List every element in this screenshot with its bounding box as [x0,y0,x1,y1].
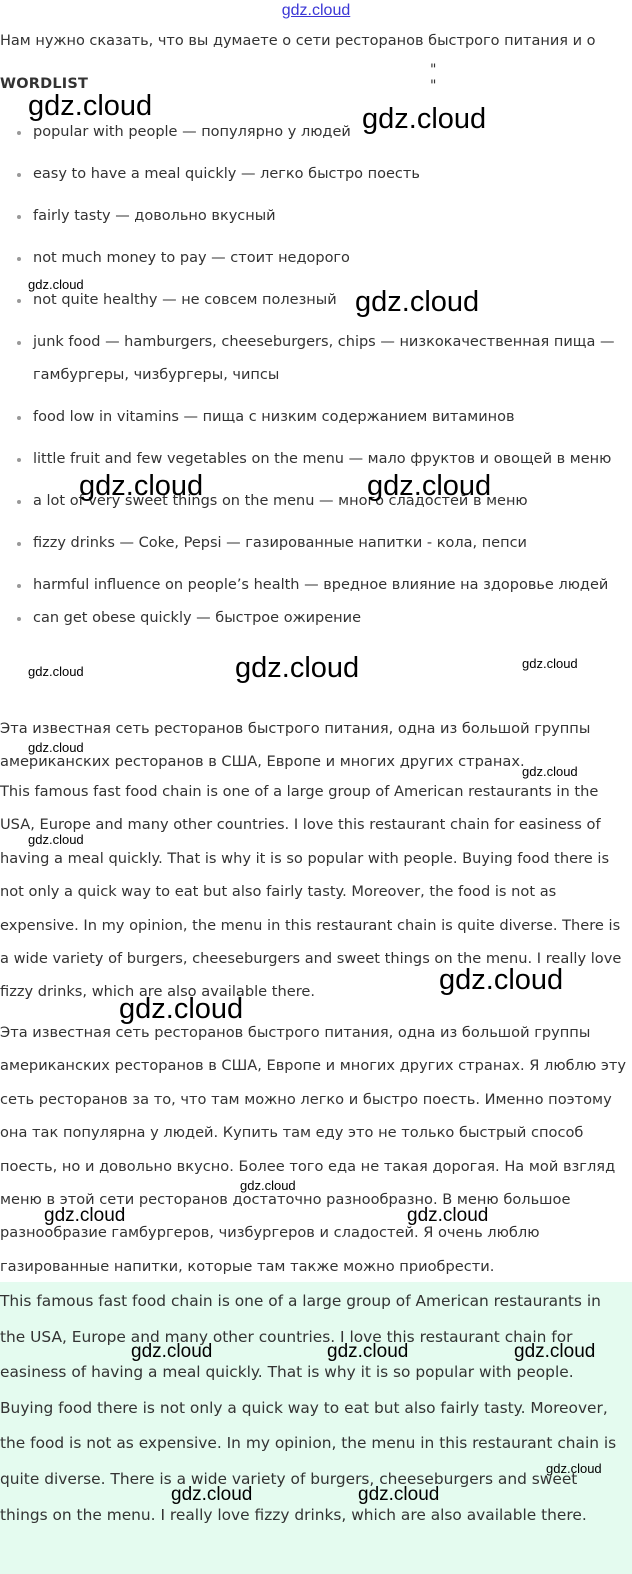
watermark: gdz.cloud [358,1484,440,1505]
list-item: junk food — hamburgers, cheeseburgers, chips — низкокачественная пища — гамбургеры, чизбургеры, чипсы [0,326,632,392]
list-item: little fruit and few vegetables on the menu — мало фруктов и овощей в меню [0,443,632,476]
watermark: gdz.cloud [131,1341,213,1362]
watermark: gdz.cloud [439,964,564,996]
wordlist-title: WORDLIST [0,76,89,92]
watermark: gdz.cloud [119,993,244,1025]
list-item: food low in vitamins — пища с низким содержанием витаминов [0,401,632,434]
intro-text: Нам нужно сказать, что вы думаете о сети ресторанов быстрого питания и о [0,33,596,49]
wordlist [0,116,632,635]
list-item: easy to have a meal quickly — легко быстро поесть [0,158,632,191]
watermark: gdz.cloud [514,1341,596,1362]
watermark: gdz.cloud [522,764,578,779]
watermark: gdz.cloud [79,470,204,502]
list-item: not quite healthy — не совсем полезный [0,284,632,317]
watermark: gdz.cloud [522,656,578,671]
watermark: gdz.cloud [28,664,84,679]
watermark: gdz.cloud [407,1205,489,1226]
list-item: harmful influence on people’s health — вредное влияние на здоровье людей [0,569,632,602]
watermark: gdz.cloud [171,1484,253,1505]
watermark: gdz.cloud [28,740,84,755]
paragraph-russian-intro: Эта известная сеть ресторанов быстрого питания, одна из большой группы американских ресторанов в США, Европе и многих других странах. [0,720,591,771]
list-item: can get obese quickly — быстрое ожирение [0,602,632,635]
watermark: gdz.cloud [362,103,487,135]
watermark: gdz.cloud [235,652,360,684]
watermark: gdz.cloud [44,1205,126,1226]
site-link[interactable]: gdz.cloud [281,2,351,19]
list-item: not much money to pay — стоит недорого [0,242,632,275]
list-item: fairly tasty — довольно вкусный [0,200,632,233]
watermark: gdz.cloud [546,1461,602,1476]
watermark: gdz.cloud [240,1178,296,1193]
list-item: a lot of very sweet things on the menu — много сладостей в меню [0,485,632,518]
list-item: fizzy drinks — Coke, Pepsi — газированные напитки - кола, пепси [0,527,632,560]
paragraph-russian-translation: Эта известная сеть ресторанов быстрого питания, одна из большой группы американских ресторанов в США, Европе и многих других странах. Я люблю эту сеть ресторанов за то, что там можно легко и быстро поесть. Именно поэтому она так популярна у людей. Купить там еду это не только быстрый способ поесть, но и довольно вкусно. Более того еда не такая дорогая. На мой взгляд меню в этой сети ресторанов достаточно разнообразно. В меню большое разнообразие гамбургеров, чизбургеров и сладостей. Я очень люблю газированные напитки, которые там также можно приобрести. [0,1024,627,1275]
watermark: gdz.cloud [367,470,492,502]
list-item: popular with people — популярно у людей [0,116,632,149]
watermark: gdz.cloud [355,286,480,318]
watermark: gdz.cloud [327,1341,409,1362]
watermark: gdz.cloud [28,832,84,847]
watermark: gdz.cloud [28,90,153,122]
intro-overflow: " " [430,62,437,94]
paragraph-english-answer: This famous fast food chain is one of a large group of American restaurants in the USA, Europe and many other countries. I love this restaurant chain for easiness of having a meal quickly. That is why it is so popular with people. Buying food there is not only a quick way to eat but also fairly tasty. Moreover, the food is not as expensive. In my opinion, the menu in this restaurant chain is quite diverse. There is a wide variety of burgers, cheeseburgers and sweet things on the menu. I really love fizzy drinks, which are also available there. [0,1292,617,1524]
paragraph-english-text: This famous fast food chain is one of a large group of American restaurants in the USA, Europe and many other countries. I love this restaurant chain for easiness of having a meal quickly. That is why it is so popular with people. Buying food there is not only a quick way to eat but also fairly tasty. Moreover, the food is not as expensive. In my opinion, the menu in this restaurant chain is quite diverse. There is a wide variety of burgers, cheeseburgers and sweet things on the menu. I really love fizzy drinks, which are also available there. [0,783,622,1001]
watermark: gdz.cloud [28,277,84,292]
